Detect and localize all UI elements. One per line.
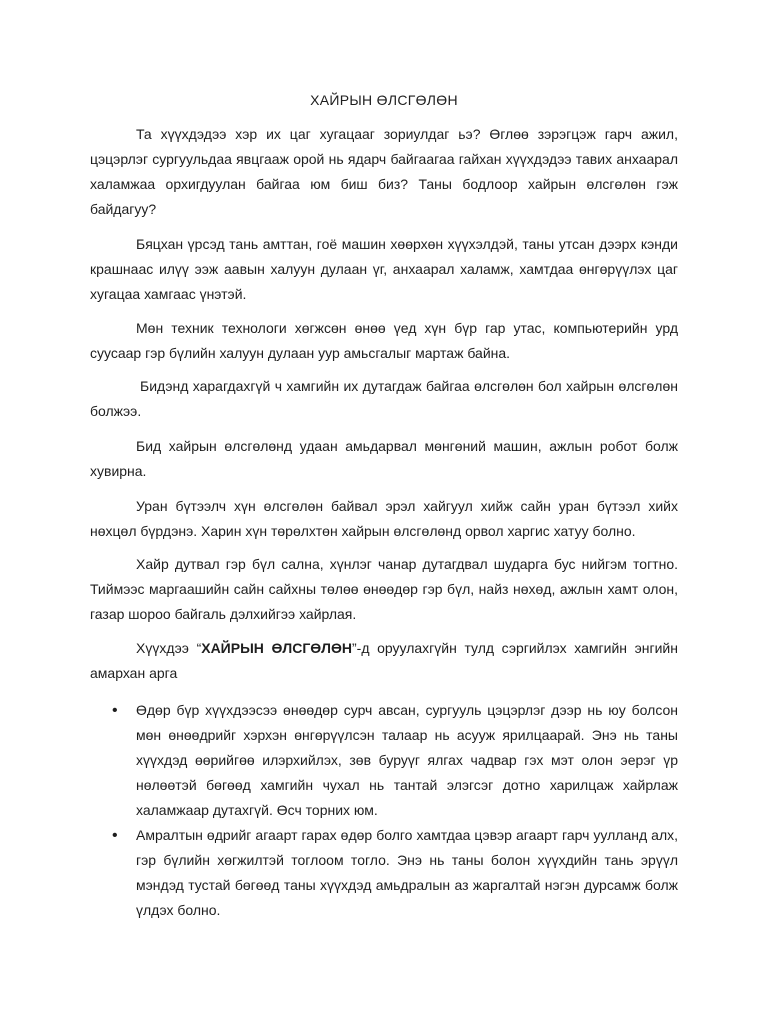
bullet-item-2 [90,823,678,923]
bullet-dot-icon: • [112,827,118,844]
intro-text-before: Хүүхдээ “ [136,640,202,656]
bullet-item-1 [90,698,678,823]
bullet-dot-icon: • [112,702,118,719]
intro-paragraph [90,636,678,686]
paragraph-6: Уран бүтээлч хүн өлсгөлөн байвал эрэл хайгуул хийж сайн уран бүтээл хийх нөхцөл бүрдэнэ. Харин хүн төрөлхтөн хайрын өлсгөлөнд орвол харгис хатуу болно. [90,498,678,539]
bullet-item-text: Өдөр бүр хүүхдээсээ өнөөдөр сурч авсан, сургууль цэцэрлэг дээр нь юу болсон мөн өнөөдрийг хэрхэн өнгөрүүлсэн талаар нь асууж ярилцаарай. Энэ нь таны хүүхдэд өөрийгөө илэрхийлэх, зөв буруүг ялгах чадвар гэх мэт олон эерэг үр нөлөөтэй бөгөөд хамгийн чухал нь тантай элэгсэг дотно харилцаж хайрлаж халамжаар дутахгүй. Өсч торних юм. [136,702,678,818]
paragraph-2: Бяцхан үрсэд тань амттан, гоё машин хөөрхөн хүүхэлдэй, таны утсан дээрх кэнди крашнаас илүү ээж аавын халуун дулаан үг, анхаарал халамж, хамтдаа өнгөрүүлэх цаг хугацаа хамгаас үнэтэй. [90,236,678,302]
bullet-item-text: Амралтын өдрийг агаарт гарах өдөр болго хамтдаа цэвэр агаарт гарч уулланд алх, гэр бүлийн хөгжилтэй тоглоом тогло. Энэ нь таны болон хүүхдийн тань эрүүл мэндэд тустай бөгөөд таны хүүхдэд амьдралын аз жаргалтай нэгэн дурсамж болж үлдэх болно. [136,827,678,918]
bullet-list [90,698,678,923]
paragraph-1: Та хүүхдэдээ хэр их цаг хугацааг зориулдаг ьэ? Өглөө зэрэгцэж гарч ажил, цэцэрлэг сургуульдаа явцгааж орой нь ядарч байгаагаа гайхан хүүхдэдээ тавих анхаарал халамжаа орхигдуулан байгаа юм биш биз? Таны бодлоор хайрын өлсгөлөн гэж байдагуу? [90,126,678,217]
intro-text-after: ”-д оруулахгүйн тулд сэргийлэх хамгийн энгийн амархан арга [90,640,678,681]
paragraph-3: Мөн техник технологи хөгжсөн өнөө үед хүн бүр гар утас, компьютерийн урд суусаар гэр бүлийн халуун дулаан уур амьсгалыг мартаж байна. [90,320,678,361]
intro-bold-title: ХАЙРЫН ӨЛСГӨЛӨН [201,640,352,656]
paragraph-4: Бидэнд харагдахгүй ч хамгийн их дутагдаж байгаа өлсгөлөн бол хайрын өлсгөлөн болжээ. [90,378,678,419]
paragraph-5: Бид хайрын өлсгөлөнд удаан амьдарвал мөнгөний машин, ажлын робот болж хувирна. [90,438,678,479]
document-title: ХАЙРЫН ӨЛСГӨЛӨН [310,92,458,108]
paragraph-7: Хайр дутвал гэр бүл сална, хүнлэг чанар дутагдвал шударга бус нийгэм тогтно. Тиймээс маргаашийн сайн сайхны төлөө өнөөдөр гэр бүл, найз нөхөд, ажлын хамт олон, газар шороо байгаль дэлхийгээ хайрлая. [90,556,678,622]
